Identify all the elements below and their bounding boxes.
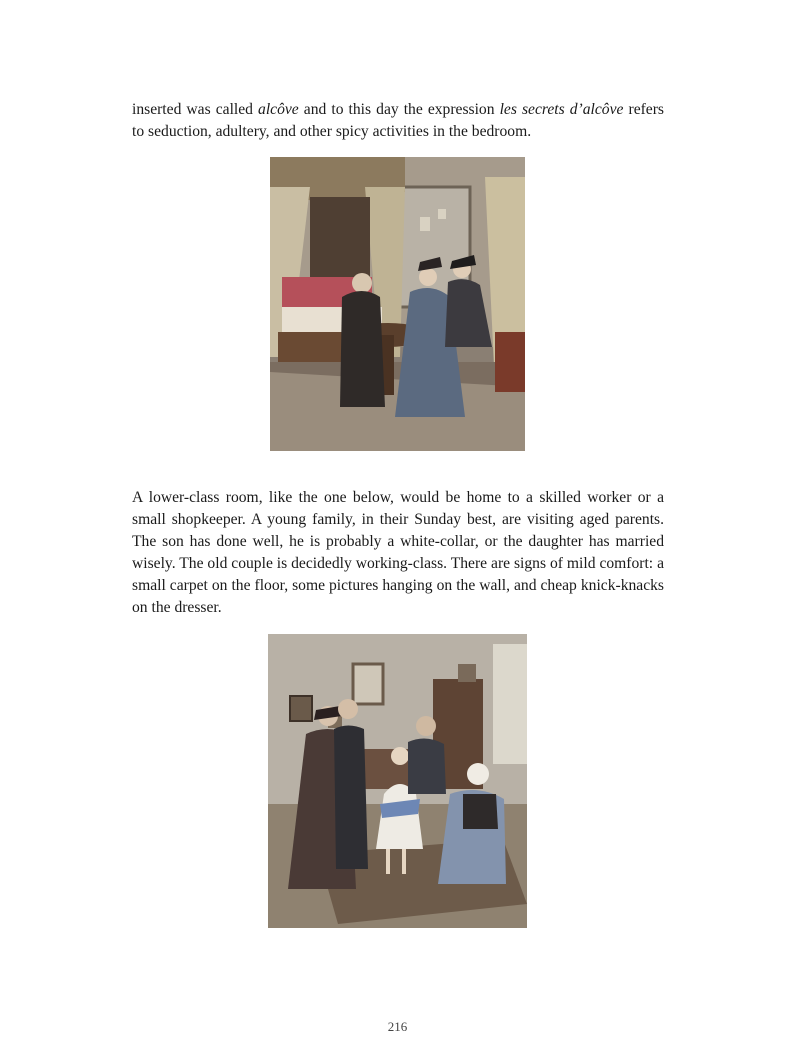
bedroom-engraving	[270, 157, 525, 451]
page-number: 216	[387, 1019, 408, 1034]
text-run: and to this day the expression	[298, 101, 500, 118]
italic-term-secrets: les secrets d’alcôve	[499, 101, 624, 118]
paragraph-lower-class-room: A lower-class room, like the one below, would be home to a skilled worker or a small shopkeeper. A young family, in their Sunday best, are visiting aged parents. The son has done well, he is probably a white-collar, or the daughter has married wisely. The old couple is decidedly working-class. There are signs of mild comfort: a small carpet on the floor, some pictures hanging on the wall, and cheap knick-knacks on the dresser.	[132, 489, 664, 616]
paragraph-alcove	[132, 99, 664, 143]
illustration-bourgeois-bedroom	[270, 157, 525, 451]
text-run: refers to seduction, adultery, and other spicy activities in the bedroom.	[132, 101, 664, 140]
text-run: inserted was called	[132, 101, 259, 118]
family-visit-engraving	[268, 634, 527, 928]
italic-term-alcove: alcôve	[258, 101, 299, 118]
illustration-lower-class-room	[268, 634, 527, 928]
